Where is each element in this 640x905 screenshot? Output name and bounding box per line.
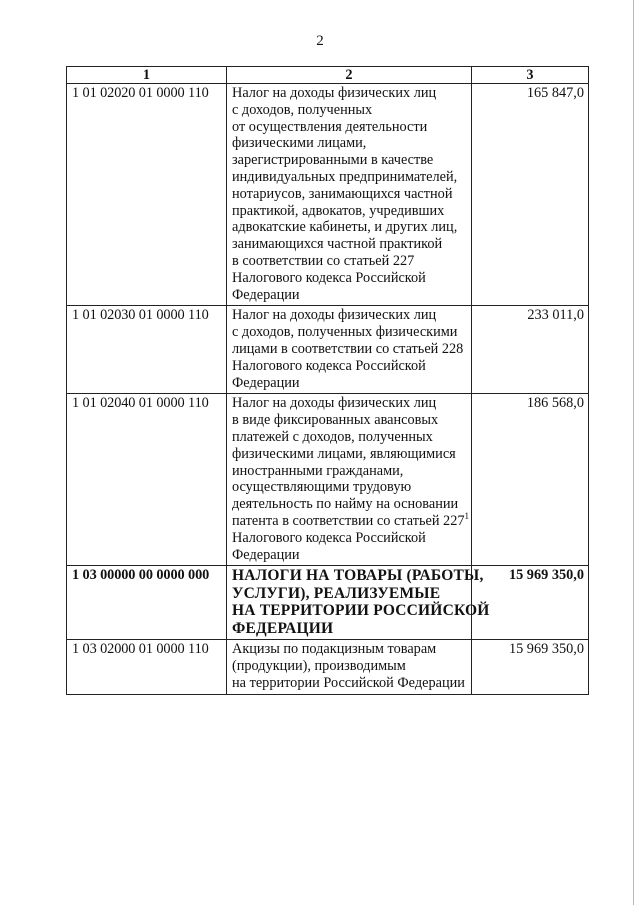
name-line: (продукции), производимым — [232, 658, 406, 675]
income-name-cell — [227, 394, 472, 566]
column-header-1: 1 — [67, 67, 227, 84]
name-line: иностранными гражданами, — [232, 462, 404, 479]
footnote-superscript: 1 — [464, 511, 469, 522]
name-line: индивидуальных предпринимателей, — [232, 168, 458, 185]
name-line: практикой, адвокатов, учредивших — [232, 202, 445, 219]
budget-code-cell: 1 01 02040 01 0000 110 — [67, 394, 227, 566]
name-line: Налогового кодекса Российской — [232, 529, 426, 546]
name-line: от осуществления деятельности — [232, 118, 428, 135]
column-header-3: 3 — [472, 67, 589, 84]
table-row-section — [67, 566, 589, 640]
name-line: Налогового кодекса Российской — [232, 357, 426, 374]
amount-cell: 15 969 350,0 — [472, 566, 589, 640]
name-line: в соответствии со статьей 227 — [232, 252, 415, 269]
amount-cell: 15 969 350,0 — [472, 640, 589, 694]
amount-cell: 186 568,0 — [472, 394, 589, 566]
name-line: платежей с доходов, полученных — [232, 428, 433, 445]
name-line: Налог на доходы физических лиц — [232, 307, 437, 324]
scan-edge-line — [633, 0, 634, 905]
name-line: физическими лицами, — [232, 135, 367, 152]
table-row — [67, 84, 589, 306]
name-line: деятельность по найму на основании — [232, 496, 459, 513]
table-row — [67, 394, 589, 566]
column-header-2: 2 — [227, 67, 472, 84]
name-line: физическими лицами, являющимися — [232, 445, 456, 462]
name-line: Налог на доходы физических лиц — [232, 85, 437, 101]
name-line: нотариусов, занимающихся частной — [232, 185, 453, 202]
name-line: с доходов, полученных физическими — [232, 324, 458, 341]
table-header-row — [67, 67, 589, 84]
budget-code-cell: 1 03 00000 00 0000 000 — [67, 566, 227, 640]
name-line: НАЛОГИ НА ТОВАРЫ (РАБОТЫ, — [232, 567, 484, 585]
name-line: лицами в соответствии со статьей 228 — [232, 340, 464, 357]
income-name-cell — [227, 640, 472, 694]
budget-code-cell: 1 01 02020 01 0000 110 — [67, 84, 227, 306]
name-line: Акцизы по подакцизным товарам — [232, 641, 437, 658]
name-line: адвокатские кабинеты, и других лиц, — [232, 219, 458, 236]
income-name-cell — [227, 566, 490, 640]
name-line: занимающихся частной практикой — [232, 236, 443, 253]
amount-cell: 165 847,0 — [472, 84, 589, 306]
budget-table — [66, 66, 589, 695]
page-number: 2 — [316, 33, 324, 49]
name-line: зарегистрированными в качестве — [232, 152, 434, 169]
name-line: в виде фиксированных авансовых — [232, 412, 439, 429]
income-name-cell — [227, 84, 472, 306]
name-line: НА ТЕРРИТОРИИ РОССИЙСКОЙ — [232, 602, 490, 620]
amount-cell: 233 011,0 — [472, 306, 589, 394]
name-line: Федерации — [232, 546, 300, 563]
name-line-with-footnote — [232, 513, 467, 530]
name-line: Федерации — [232, 286, 300, 303]
name-line: Налог на доходы физических лиц — [232, 395, 437, 412]
name-line-text: патента в соответствии со статьей 227 — [232, 512, 465, 529]
budget-code-cell: 1 01 02030 01 0000 110 — [67, 306, 227, 394]
name-line: с доходов, полученных — [232, 101, 373, 118]
table-row — [67, 306, 589, 394]
budget-code-cell: 1 03 02000 01 0000 110 — [67, 640, 227, 694]
name-line: на территории Российской Федерации — [232, 674, 465, 691]
table-row — [67, 640, 589, 694]
name-line: Федерации — [232, 374, 300, 391]
name-line: осуществляющими трудовую — [232, 479, 412, 496]
name-line: Налогового кодекса Российской — [232, 269, 426, 286]
income-name-cell — [227, 306, 472, 394]
name-line: ФЕДЕРАЦИИ — [232, 619, 334, 637]
name-line: УСЛУГИ), РЕАЛИЗУЕМЫЕ — [232, 584, 441, 602]
